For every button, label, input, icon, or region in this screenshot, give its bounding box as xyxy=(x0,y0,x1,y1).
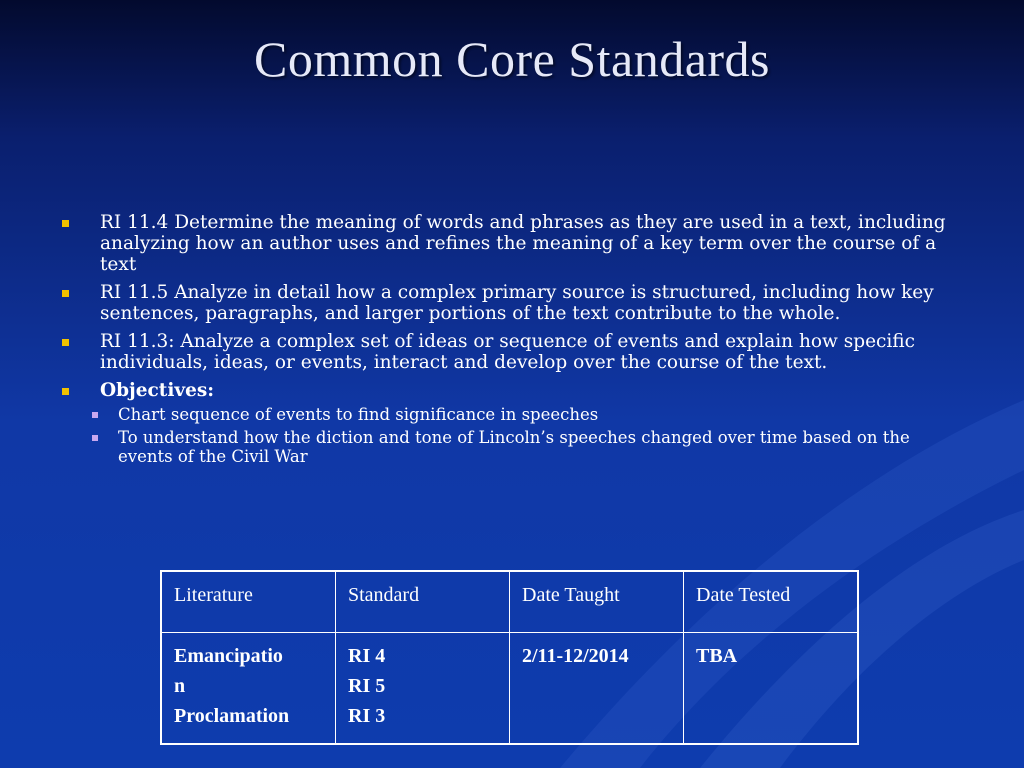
header-date-tested: Date Tested xyxy=(684,571,859,633)
cell-date-tested: TBA xyxy=(684,633,859,745)
table-header-row xyxy=(161,571,858,633)
bullet-text: RI 11.4 Determine the meaning of words and phrases as they are used in a text, including analyzing how an author uses and refines the meaning of a key term over the course of a text xyxy=(100,212,946,275)
cell-date-taught: 2/11-12/2014 xyxy=(510,633,684,745)
square-bullet-icon xyxy=(62,339,69,346)
bullet-list xyxy=(62,212,962,470)
header-date-taught: Date Taught xyxy=(510,571,684,633)
bullet-item-objectives xyxy=(62,380,962,466)
square-sub-bullet-icon xyxy=(92,412,98,418)
square-bullet-icon xyxy=(62,290,69,297)
literature-line: Emancipatio xyxy=(174,645,283,667)
bullet-item-ri-11-5 xyxy=(62,282,962,324)
table-row xyxy=(161,633,858,745)
bullet-text: RI 11.3: Analyze a complex set of ideas or sequence of events and explain how specific individuals, ideas, or events, interact and develop over the course of the text. xyxy=(100,331,916,373)
slide-title: Common Core Standards xyxy=(253,31,771,87)
objective-text: To understand how the diction and tone of Lincoln’s speeches changed over time based on the events of the Civil War xyxy=(118,428,910,466)
objective-item xyxy=(90,405,962,424)
standard-line: RI 4 xyxy=(348,645,386,667)
cell-standard xyxy=(336,633,510,745)
standards-table xyxy=(160,570,859,745)
square-sub-bullet-icon xyxy=(92,435,98,441)
header-literature: Literature xyxy=(161,571,336,633)
literature-line: n xyxy=(174,675,186,697)
bullet-item-ri-11-3 xyxy=(62,331,962,373)
bullet-text: RI 11.5 Analyze in detail how a complex primary source is structured, including how key sentences, paragraphs, and larger portions of the text contribute to the whole. xyxy=(100,282,934,324)
standards-table-container xyxy=(160,570,859,745)
objective-item xyxy=(90,428,962,466)
square-bullet-icon xyxy=(62,220,69,227)
literature-line: Proclamation xyxy=(174,705,290,727)
objectives-label: Objectives: xyxy=(100,380,215,401)
objective-text: Chart sequence of events to find significance in speeches xyxy=(118,405,599,424)
standard-line: RI 5 xyxy=(348,675,386,697)
standard-line: RI 3 xyxy=(348,705,386,727)
bullet-item-ri-11-4 xyxy=(62,212,962,275)
objectives-sublist xyxy=(100,405,962,466)
header-standard: Standard xyxy=(336,571,510,633)
square-bullet-icon xyxy=(62,388,69,395)
cell-literature xyxy=(161,633,336,745)
